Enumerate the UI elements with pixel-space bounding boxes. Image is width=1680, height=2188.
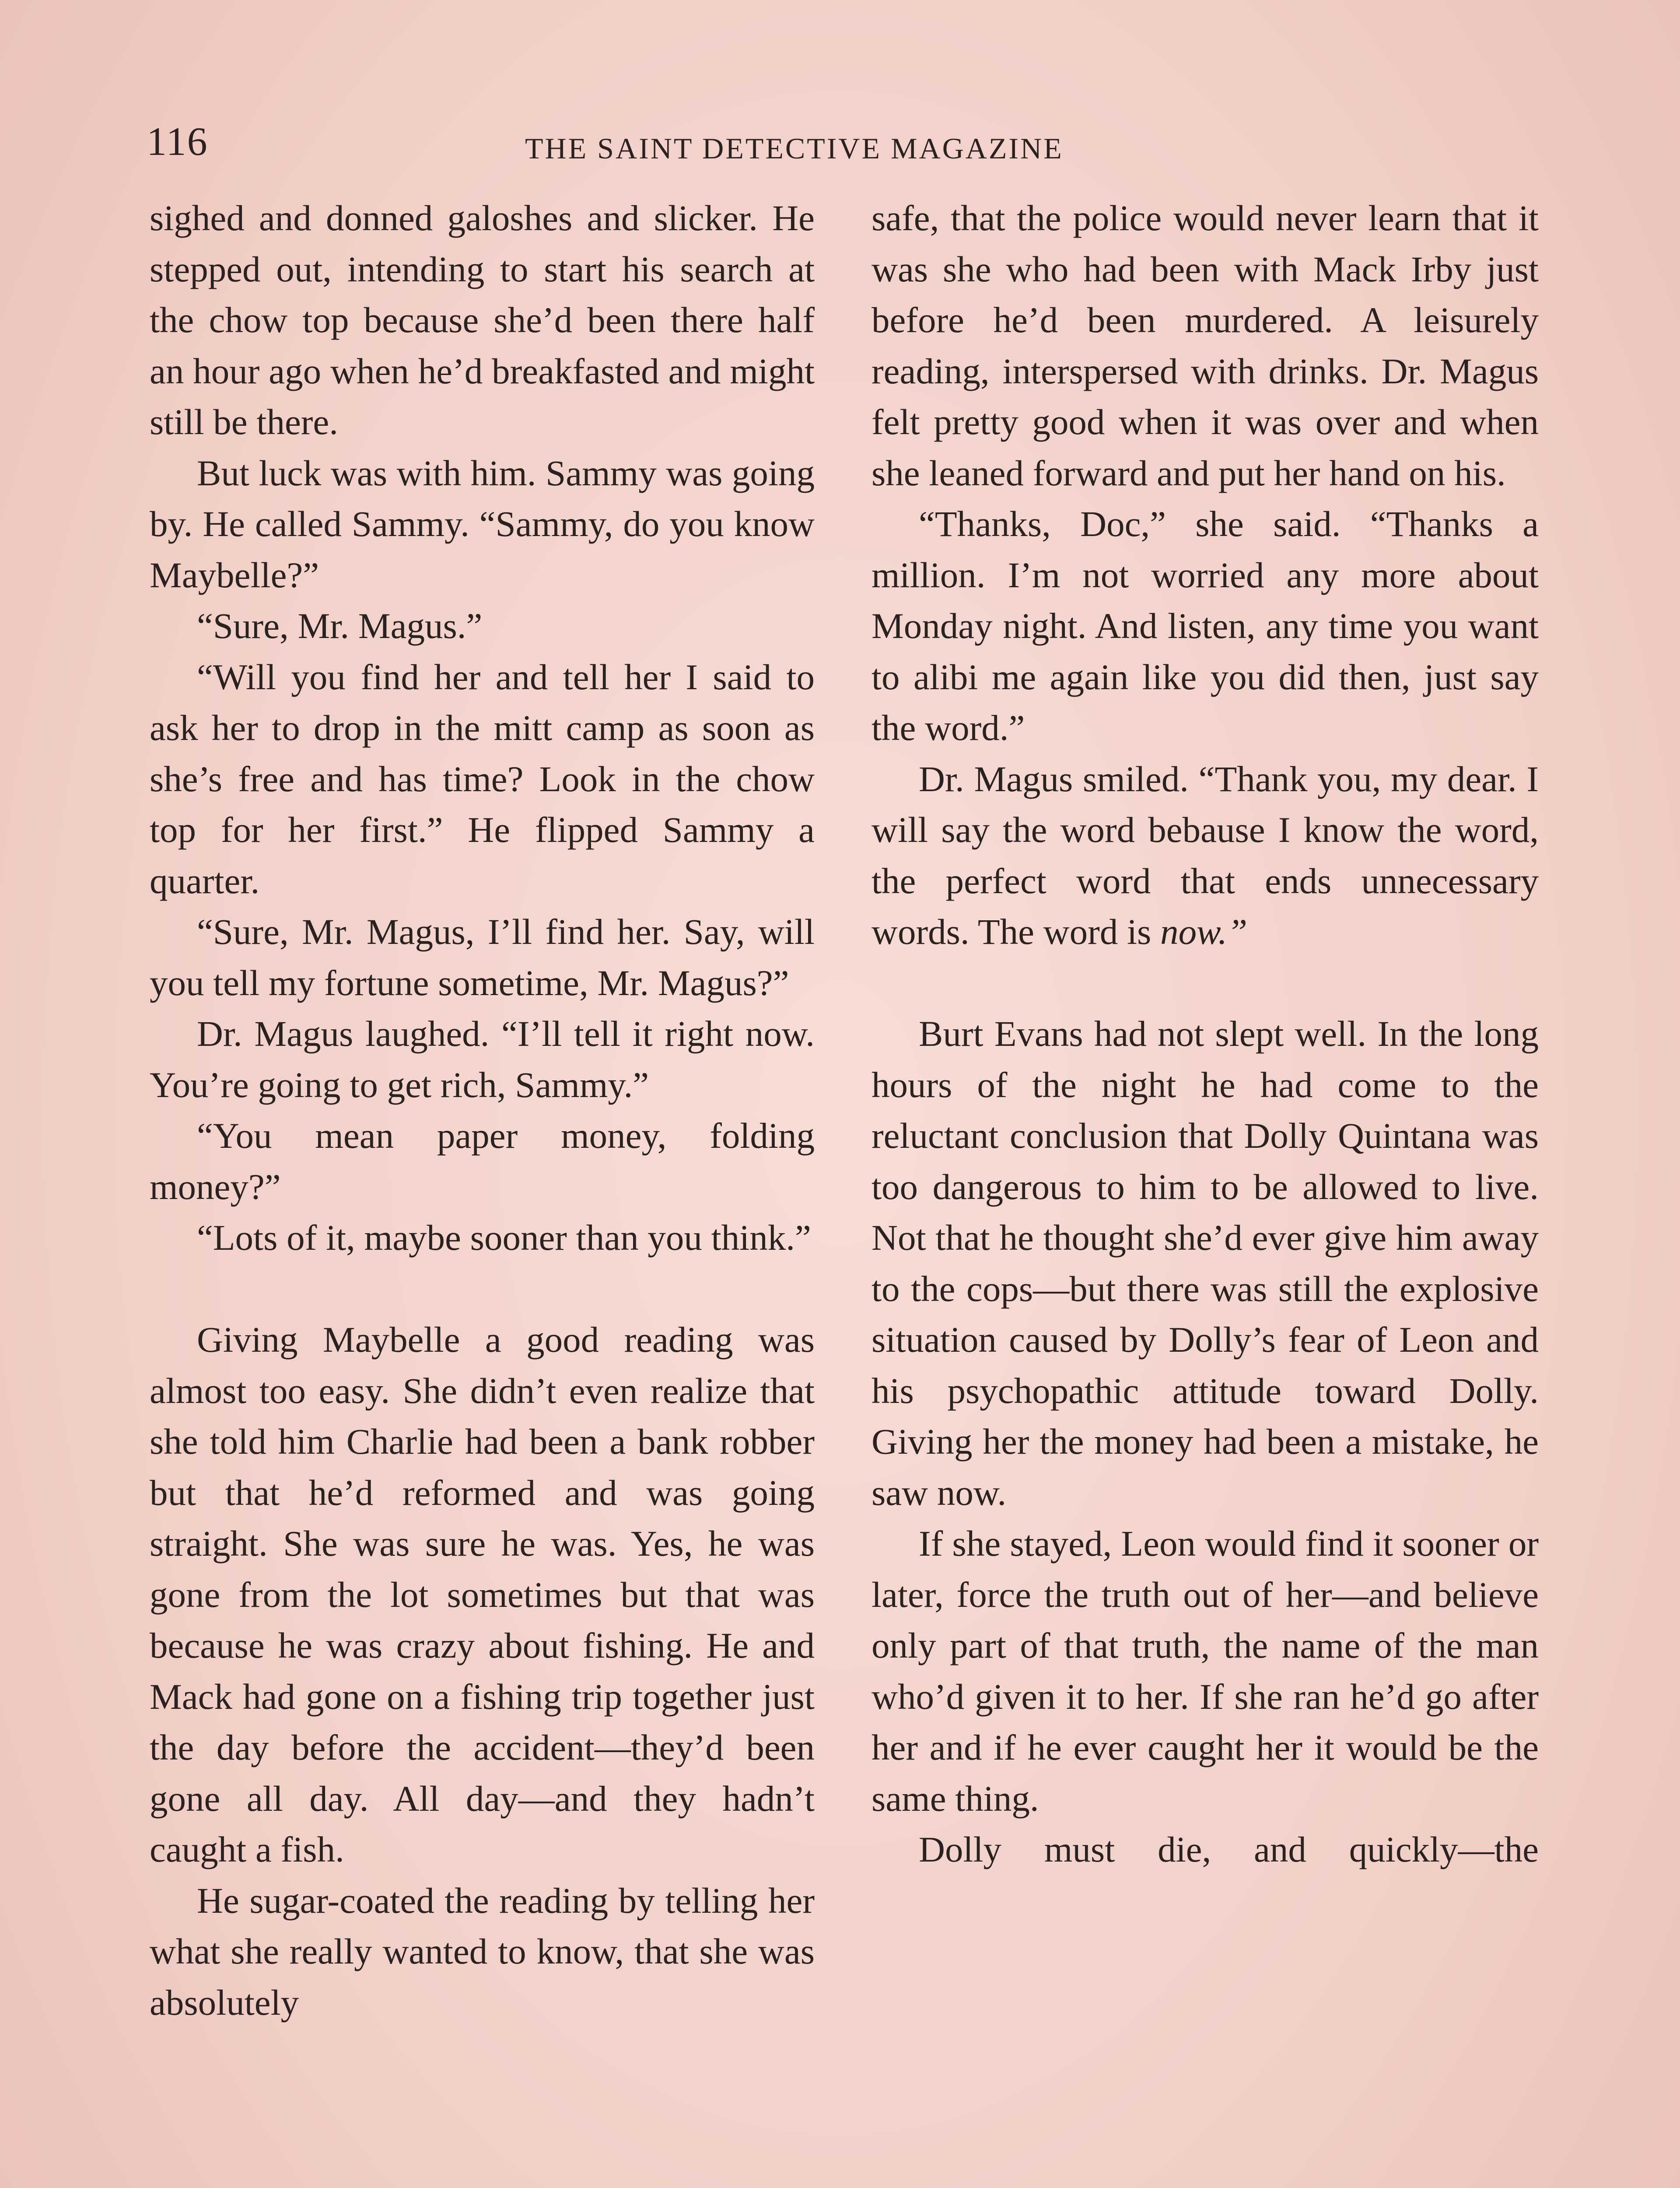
right-column (872, 193, 1539, 1875)
paragraph: But luck was with him. Sammy was going by. He called Sammy. “Sammy, do you know Maybelle?” (150, 452, 815, 595)
left-column (150, 193, 815, 2028)
paragraph (872, 754, 1539, 957)
paragraph: “Lots of it, maybe sooner than you think.” (197, 1217, 811, 1258)
paragraph: Burt Evans had not slept well. In the long hours of the night he had come to the reluctant conclusion that Dolly Quintana was too dangerous to him to be allowed to live. Not that he thought she’d ever give him away to the cops—but there was still the explosive situation caused by Dolly’s fear of Leon and his psychopathic attitude toward Dolly. Giving her the money had been a mistake, he saw now. (872, 1013, 1539, 1513)
paragraph: He sugar-coated the reading by telling her what she really wanted to know, that she was absolutely (150, 1880, 815, 2023)
paragraph: Giving Maybelle a good reading was almost too easy. She didn’t even realize that she told him Charlie had been a bank robber but that he’d reformed and was going straight. She was sure he was. Yes, he was gone from the lot sometimes but that was because he was crazy about fishing. He and Mack had gone on a fishing trip together just the day before the accident—they’d been gone all day. All day—and they hadn’t caught a fish. (150, 1319, 815, 1869)
emphasized-word: now.” (1160, 912, 1248, 952)
paragraph: sighed and donned galoshes and slicker. He stepped out, intending to start his search at the chow top because she’d been there half an hour ago when he’d breakfasted and might still be there. (150, 198, 815, 442)
paragraph: “Will you find her and tell her I said to ask her to drop in the mitt camp as soon as she’s free and has time? Look in the chow top for her first.” He flipped Sammy a quarter. (150, 656, 815, 901)
paragraph: “Sure, Mr. Magus, I’ll find her. Say, will you tell my fortune sometime, Mr. Magus?” (150, 912, 815, 1003)
running-title: THE SAINT DETECTIVE MAGAZINE (525, 132, 1064, 165)
paragraph: Dolly must die, and quickly—the (919, 1829, 1539, 1869)
paragraph-text: Dr. Magus smiled. “Thank you, my dear. I will say the word bebause I know the word, the perfect word that ends unnecessary words. The word is (872, 758, 1539, 952)
paragraph: “Sure, Mr. Magus.” (197, 606, 483, 646)
paragraph: If she stayed, Leon would find it sooner or later, force the truth out of her—and believe only part of that truth, the name of the man who’d given it to her. If she ran he’d go after her and if he ever caught her it would be the same thing. (872, 1523, 1539, 1819)
paragraph: Dr. Magus laughed. “I’ll tell it right now. You’re going to get rich, Sammy.” (150, 1013, 815, 1105)
paragraph: “Thanks, Doc,” she said. “Thanks a million. I’m not worried any more about Monday night. And listen, any time you want to alibi me again like you did then, just say the word.” (872, 504, 1539, 748)
paragraph: safe, that the police would never learn that it was she who had been with Mack Irby just before he’d been murdered. A leisurely reading, interspersed with drinks. Dr. Magus felt pretty good when it was over and when she leaned forward and put her hand on his. (872, 198, 1539, 493)
page-number: 116 (147, 119, 208, 164)
paragraph: “You mean paper money, folding money?” (150, 1115, 815, 1207)
